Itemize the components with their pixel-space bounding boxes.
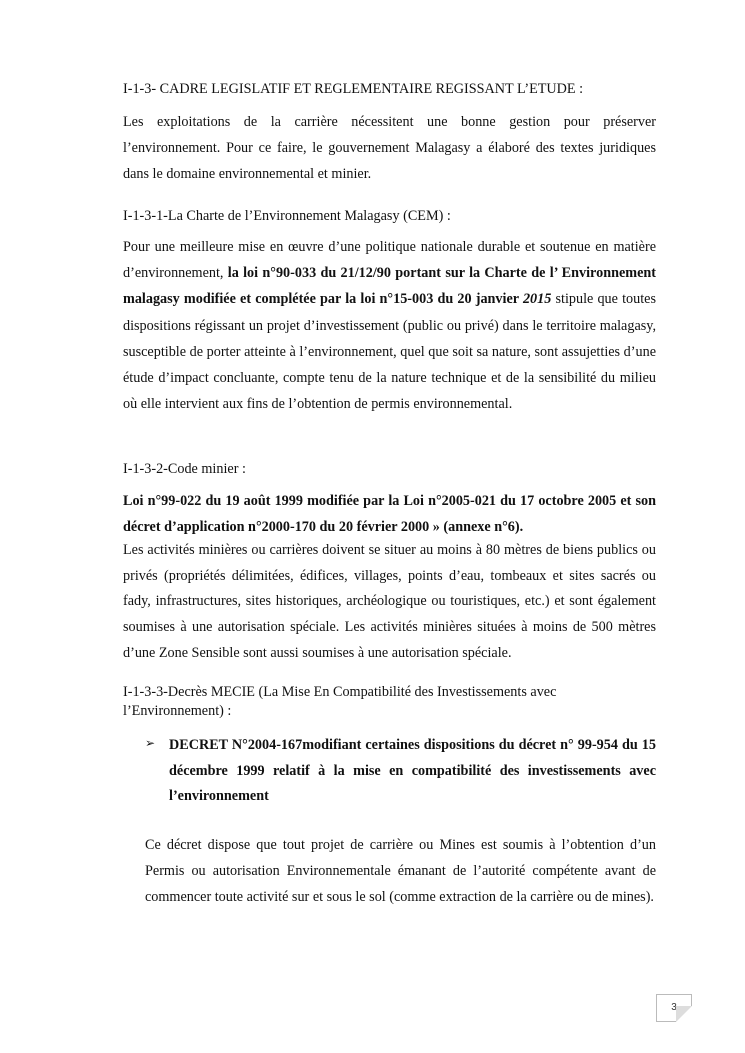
cem-law-year: 2015 bbox=[522, 291, 552, 308]
page-number: 3 bbox=[671, 1002, 677, 1013]
mecie-decree-title: DECRET N°2004-167modifiant certaines dispositions du décret n° 99-954 du 15 décembre 1999 relatif à la mise en compatibilité des investissements avec l’environnement bbox=[169, 737, 656, 804]
intro-paragraph: Les exploitations de la carrière nécessitent une bonne gestion pour préserver l’environnement. Pour ce faire, le gouvernement Malagasy a élaboré des textes juridiques dans le domaine environnemental et minier. bbox=[123, 114, 656, 183]
cem-text-start: Pour une meilleure mise en œuvre d’une politique nationale durable et soutenue en matière d’environnement, bbox=[123, 239, 656, 282]
arrow-bullet-icon: ➢ bbox=[145, 736, 156, 750]
section-title: I-1-3- CADRE LEGISLATIF ET REGLEMENTAIRE REGISSANT L’ETUDE : bbox=[123, 81, 584, 97]
cem-text-end: stipule que toutes dispositions régissant un projet d’investissement (public ou privé) dans le territoire malagasy, susceptible de porter atteinte à l’environnement, quel que soit sa nature, sont assujetties d’une étude d’impact concluante, compte tenu de la nature technique et de la sensibilité du milieu où elle intervient aux fins de l’obtention de permis environnemental. bbox=[123, 291, 656, 413]
cem-law-reference: la loi n°90-033 du 21/12/90 portant sur la Charte de l’ Environnement malagasy modifiée et complétée par la loi n°15-003 du 20 janvier bbox=[123, 265, 656, 308]
mecie-title-line2: l’Environnement) : bbox=[123, 703, 232, 719]
cem-title: I-1-3-1-La Charte de l’Environnement Malagasy (CEM) : bbox=[123, 208, 451, 224]
code-minier-paragraph: Les activités minières ou carrières doivent se situer au moins à 80 mètres de biens publics ou privés (propriétés délimitées, édifices, villages, points d’eau, tombeaux et sites sacrés ou fady, infrastructures, sites historiques, archéologique ou touristiques, etc.) et sont également soumises à une autorisation spéciale. Les activités minières situées à moins de 500 mètres d’une Zone Sensible sont aussi soumises à une autorisation spéciale. bbox=[123, 542, 656, 661]
code-minier-title: I-1-3-2-Code minier : bbox=[123, 461, 246, 477]
code-minier-law bbox=[123, 488, 656, 540]
page-fold-icon bbox=[676, 1006, 692, 1022]
cem-paragraph bbox=[123, 234, 656, 417]
mecie-title-line1: I-1-3-3-Decrès MECIE (La Mise En Compatibilité des Investissements avec bbox=[123, 684, 557, 700]
code-minier-law-text: Loi n°99-022 du 19 août 1999 modifiée par la Loi n°2005-021 du 17 octobre 2005 et son décret d’application n°2000-170 du 20 février 2000 » (annexe n°6). bbox=[123, 493, 656, 535]
mecie-paragraph: Ce décret dispose que tout projet de carrière ou Mines est soumis à l’obtention d’un Permis ou autorisation Environnementale émanant de l’autorité compétente avant de commencer toute activité sur et sous le sol (comme extraction de la carrière ou de mines). bbox=[145, 837, 656, 906]
page-number-box bbox=[656, 994, 692, 1022]
